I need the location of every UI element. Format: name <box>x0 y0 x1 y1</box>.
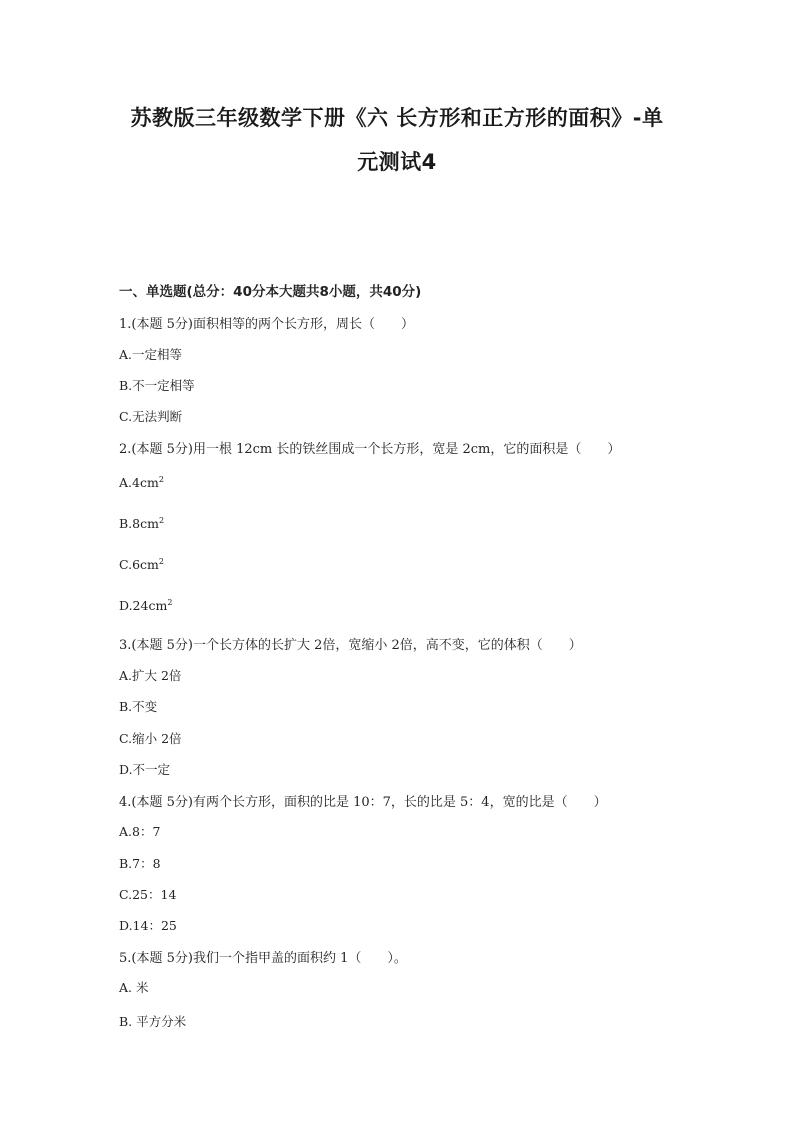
question-1-option-a: A.一定相等 <box>119 347 183 362</box>
question-4-option-b: B.7：8 <box>119 856 161 871</box>
question-4-option-a: A.8：7 <box>119 824 161 839</box>
question-3-option-a: A.扩大 2倍 <box>119 668 182 683</box>
question-4-option-c: C.25：14 <box>119 887 177 902</box>
question-5-option-b: B. 平方分米 <box>119 1014 187 1029</box>
question-3: 3.(本题 5分)一个长方体的长扩大 2倍，宽缩小 2倍，高不变，它的体积（ ） <box>119 638 582 653</box>
question-4-option-d: D.14：25 <box>119 918 177 933</box>
question-5: 5.(本题 5分)我们一个指甲盖的面积约 1（ ）。 <box>119 951 407 966</box>
question-2-option-c: $C.6cm^2$ <box>119 556 164 572</box>
superscript-2: 2 <box>158 474 164 484</box>
page-title-line-1: 苏教版三年级数学下册《六 长方形和正方形的面积》-单 <box>130 106 664 130</box>
section-heading: 一、单选题(总分：40分本大题共8小题，共40分) <box>119 284 422 300</box>
superscript-2: 2 <box>167 597 173 607</box>
question-3-option-b: B.不变 <box>119 699 158 714</box>
question-5-option-a: A. 米 <box>119 980 149 995</box>
superscript-2: 2 <box>158 556 164 566</box>
question-2-option-b: $B.8cm^2$ <box>119 515 165 531</box>
question-1: 1.(本题 5分)面积相等的两个长方形，周长（ ） <box>119 317 414 332</box>
question-3-option-c: C.缩小 2倍 <box>119 731 182 746</box>
question-2: 2.(本题 5分)用一根 12cm 长的铁丝围成一个长方形，宽是 2cm，它的面积是（ ） <box>119 442 621 457</box>
question-3-option-d: D.不一定 <box>119 762 171 777</box>
question-2-option-d: $D.24cm^2$ <box>119 597 173 613</box>
question-1-option-b: B.不一定相等 <box>119 378 195 393</box>
page-title-line-2: 元测试4 <box>357 150 437 174</box>
question-1-option-c: C.无法判断 <box>119 409 183 424</box>
question-4: 4.(本题 5分)有两个长方形，面积的比是 10：7，长的比是 5：4，宽的比是（ ） <box>119 795 607 810</box>
question-2-option-a: $A.4cm^2$ <box>119 474 164 490</box>
superscript-2: 2 <box>158 515 165 525</box>
